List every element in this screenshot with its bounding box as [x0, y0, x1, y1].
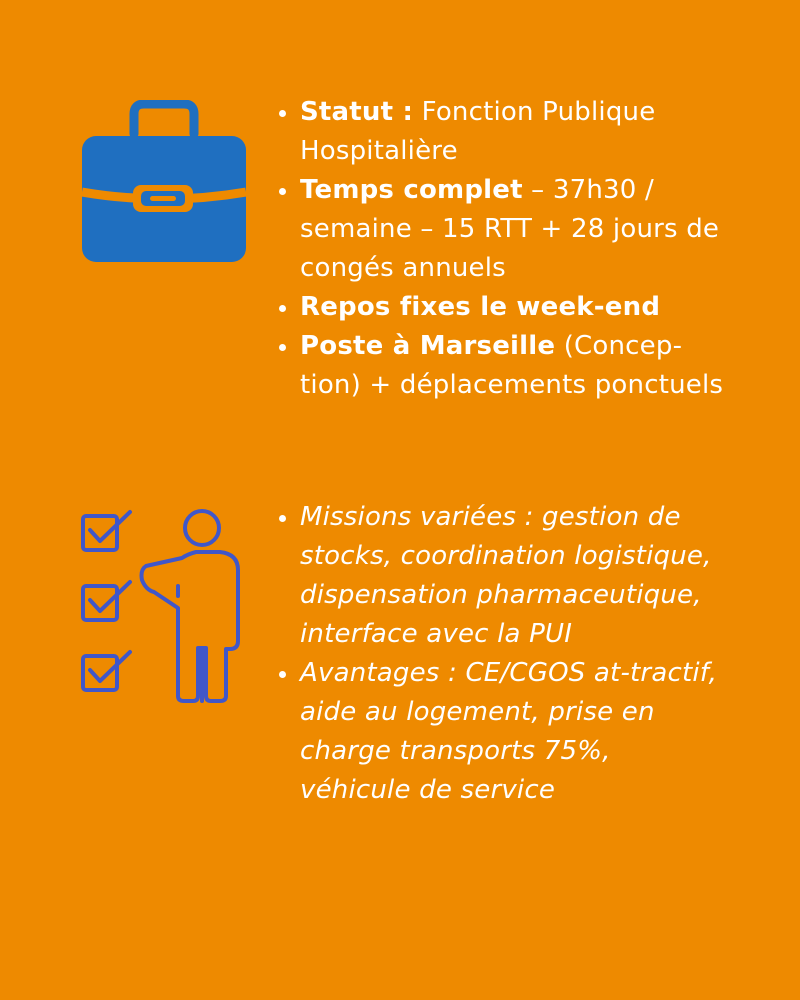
item-text: Avantages : CE/CGOS at-tractif, aide au logement, prise en charge transports 75%, véhicule de service [300, 658, 718, 805]
list-item [300, 327, 740, 405]
item-label-bold: Repos fixes le week-end [300, 292, 661, 322]
item-label-bold: Poste à Marseille [300, 331, 556, 361]
list-item [300, 288, 740, 327]
item-label-bold: Temps complet [300, 175, 523, 205]
item-text: – 37h30 / semaine – 15 RTT + 28 jours de congés annuels [300, 175, 720, 283]
briefcase-icon [82, 100, 246, 262]
item-text: (Concep-tion) + déplacements ponctuels [300, 331, 724, 400]
item-label-bold: Statut : [300, 97, 414, 127]
list-item [300, 654, 720, 810]
list-item [300, 93, 740, 171]
checklist-presenter-icon [80, 508, 248, 704]
benefits-list [300, 498, 720, 810]
list-item [300, 171, 740, 288]
item-text: Missions variées : gestion de stocks, coordination logistique, dispensation pharmaceutique, interface avec la PUI [300, 502, 712, 649]
list-item [300, 498, 720, 654]
job-details-list [300, 93, 740, 405]
item-text: Fonction Publique Hospitalière [300, 97, 656, 166]
